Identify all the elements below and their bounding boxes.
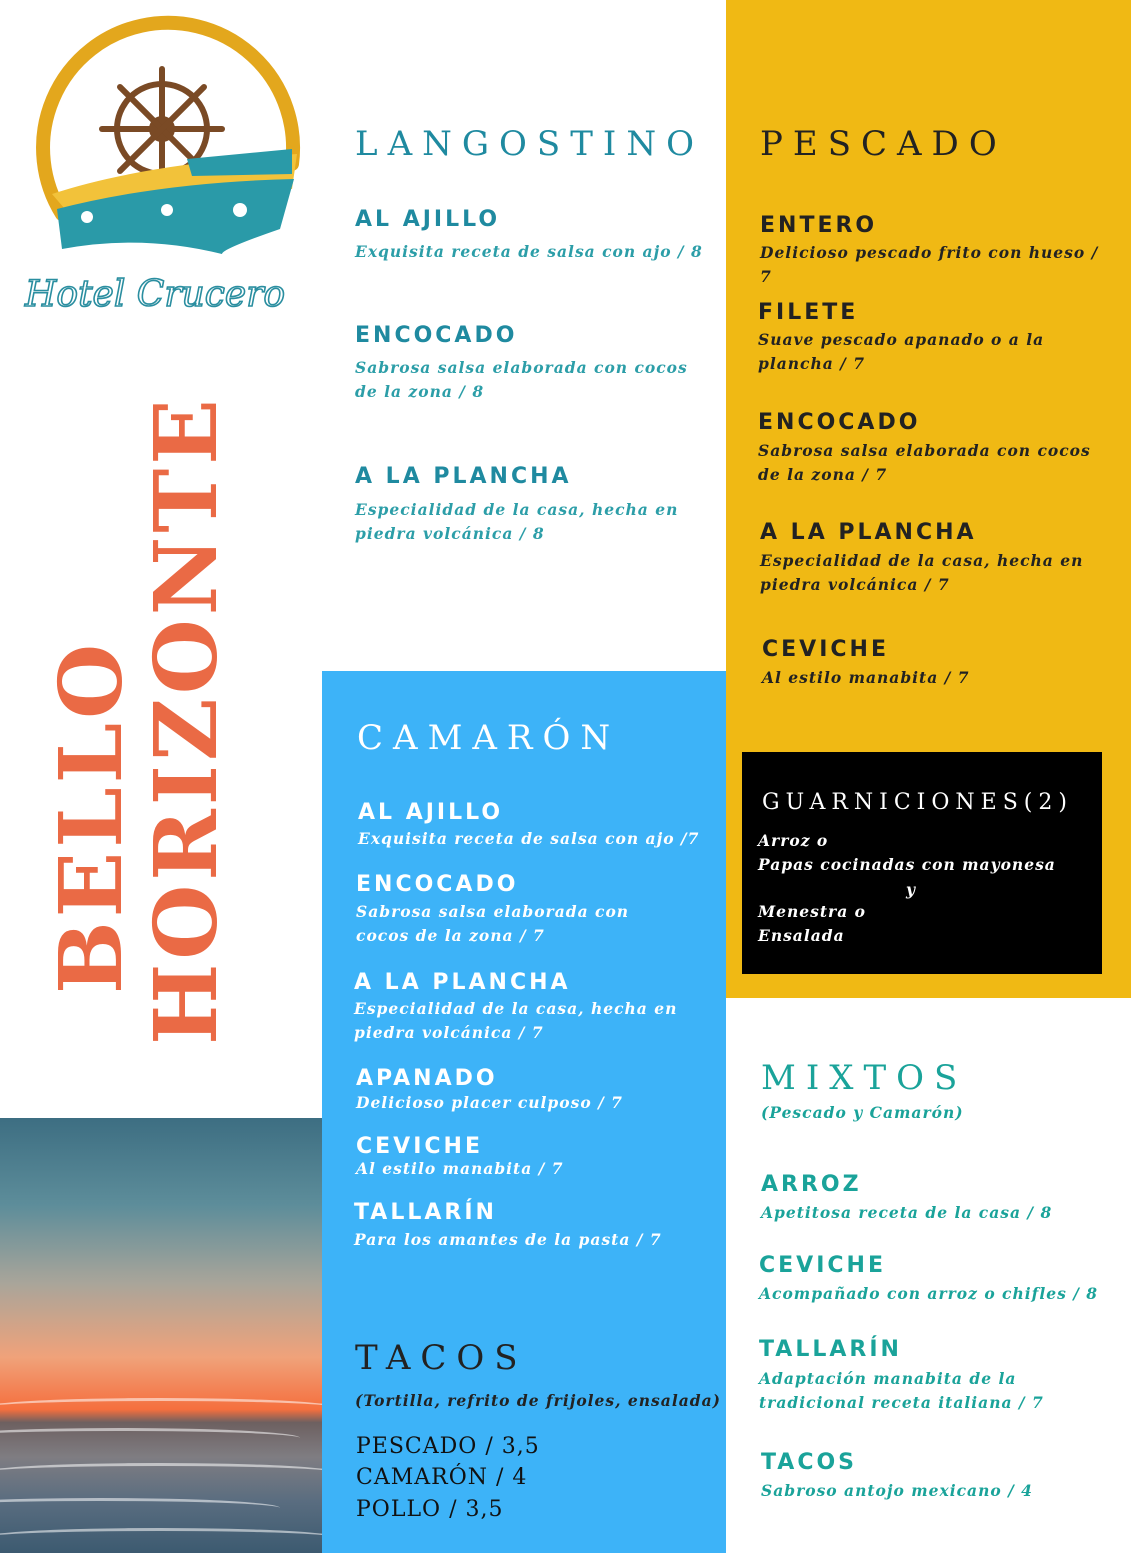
mixtos-item-desc: Sabroso antojo mexicano / 4 bbox=[761, 1481, 1033, 1500]
mixtos-item-name: ARROZ bbox=[761, 1172, 862, 1197]
camaron-item-name: APANADO bbox=[356, 1066, 498, 1091]
langostino-item-name: AL AJILLO bbox=[355, 207, 501, 232]
bello-horizonte-title bbox=[46, 370, 236, 1070]
pescado-item-name: ENTERO bbox=[760, 213, 878, 238]
pescado-item-desc: Especialidad de la casa, hecha en piedra volcánica / 7 bbox=[760, 551, 1084, 594]
guarniciones-line: Ensalada bbox=[758, 926, 845, 945]
logo-wordmark: Hotel Crucero bbox=[25, 274, 286, 315]
langostino-item-desc: Especialidad de la casa, hecha en piedra volcánica / 8 bbox=[355, 500, 679, 543]
guarniciones-line: y bbox=[906, 880, 917, 899]
tacos-title: TACOS bbox=[355, 1338, 528, 1378]
pescado-item-name: FILETE bbox=[758, 300, 859, 325]
hotel-crucero-logo bbox=[22, 14, 312, 319]
vertical-title-line-2: HORIZONTE bbox=[136, 395, 236, 1045]
langostino-item-name: ENCOCADO bbox=[355, 323, 518, 348]
pescado-item-desc: Al estilo manabita / 7 bbox=[762, 668, 970, 687]
langostino-title: LANGOSTINO bbox=[355, 124, 704, 164]
tacos-price-row: POLLO / 3,5 bbox=[356, 1497, 504, 1522]
camaron-item-name: A LA PLANCHA bbox=[354, 970, 571, 995]
mixtos-item-name: TALLARÍN bbox=[759, 1337, 902, 1362]
pescado-item-desc: Delicioso pescado frito con hueso / 7 bbox=[760, 243, 1099, 286]
camaron-item-desc: Sabrosa salsa elaborada con cocos de la zona / 7 bbox=[356, 902, 630, 945]
camaron-item-desc: Delicioso placer culposo / 7 bbox=[356, 1093, 623, 1112]
mixtos-subtitle: (Pescado y Camarón) bbox=[761, 1103, 964, 1122]
tacos-price-row: PESCADO / 3,5 bbox=[356, 1434, 540, 1459]
pescado-item-desc: Sabrosa salsa elaborada con cocos de la zona / 7 bbox=[758, 441, 1091, 484]
camaron-item-name: CEVICHE bbox=[356, 1134, 483, 1159]
langostino-item-desc: Exquisita receta de salsa con ajo / 8 bbox=[355, 242, 703, 261]
mixtos-item-desc: Adaptación manabita de la tradicional receta italiana / 7 bbox=[759, 1369, 1044, 1412]
camaron-item-name: AL AJILLO bbox=[358, 800, 504, 825]
langostino-item-desc: Sabrosa salsa elaborada con cocos de la zona / 8 bbox=[355, 358, 688, 401]
mixtos-item-desc: Acompañado con arroz o chifles / 8 bbox=[759, 1284, 1099, 1303]
sunset-beach-photo bbox=[0, 1118, 322, 1553]
camaron-item-name: TALLARÍN bbox=[354, 1200, 497, 1225]
mixtos-title: MIXTOS bbox=[761, 1058, 968, 1098]
camaron-item-desc: Exquisita receta de salsa con ajo /7 bbox=[358, 829, 700, 848]
mixtos-item-name: CEVICHE bbox=[759, 1253, 886, 1278]
tacos-price-row: CAMARÓN / 4 bbox=[356, 1465, 528, 1490]
pescado-item-desc: Suave pescado apanado o a la plancha / 7 bbox=[758, 330, 1045, 373]
langostino-item-name: A LA PLANCHA bbox=[355, 464, 572, 489]
vertical-title-line-1: BELLO bbox=[46, 639, 142, 995]
camaron-item-name: ENCOCADO bbox=[356, 872, 519, 897]
pescado-item-name: CEVICHE bbox=[762, 637, 889, 662]
pescado-item-name: A LA PLANCHA bbox=[760, 520, 977, 545]
guarniciones-line: Arroz o bbox=[758, 831, 829, 850]
pescado-title: PESCADO bbox=[760, 124, 1007, 164]
guarniciones-title: GUARNICIONES(2) bbox=[762, 790, 1073, 815]
mixtos-item-desc: Apetitosa receta de la casa / 8 bbox=[761, 1203, 1053, 1222]
tacos-subtitle: (Tortilla, refrito de frijoles, ensalada) bbox=[355, 1391, 721, 1410]
pescado-item-name: ENCOCADO bbox=[758, 410, 921, 435]
camaron-item-desc: Al estilo manabita / 7 bbox=[356, 1159, 564, 1178]
camaron-item-desc: Especialidad de la casa, hecha en piedra volcánica / 7 bbox=[354, 999, 678, 1042]
mixtos-item-name: TACOS bbox=[761, 1450, 858, 1475]
camaron-item-desc: Para los amantes de la pasta / 7 bbox=[354, 1230, 662, 1249]
camaron-title: CAMARÓN bbox=[357, 718, 621, 758]
guarniciones-line: Menestra o bbox=[758, 902, 866, 921]
guarniciones-line: Papas cocinadas con mayonesa bbox=[758, 855, 1056, 874]
